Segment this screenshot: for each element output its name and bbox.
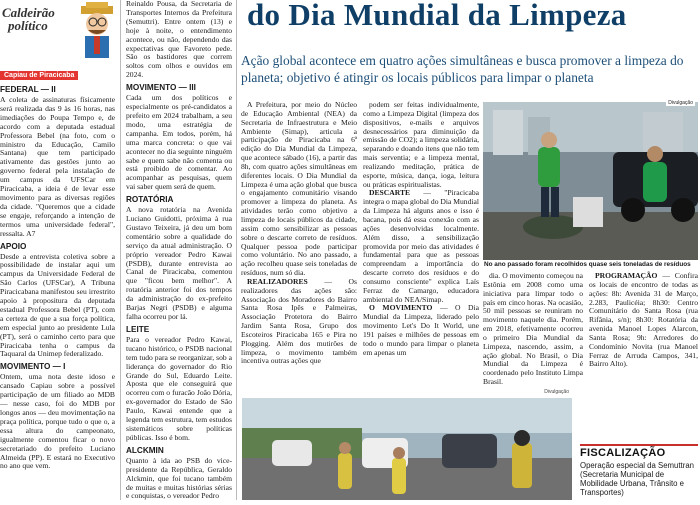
section-text: Cada um dos políticos e especialmente os pré-candidatos a prefeito em 2024 trabalham, a seu modo, uma estratégia de campanha. Em todos, porém, há uma marca concreta: o que vai acontecer no dia seguinte ninguém sabe e quem sabe não comenta ou está proibido de comentar. Ao acompanhar as pesquisas, quem vai saber quem será de quem. <box>126 93 232 192</box>
brand-line-2: político <box>8 18 48 33</box>
sidebar-text: Operação especial da Semuttran (Secretaria Municipal de Mobilidade Urbana, Trânsito e Transportes) <box>580 461 694 497</box>
article-text: podem ser feitas individualmente, como a Limpeza Digital (limpeza dos dispositivos, e-mails e arquivos desnecessários para diminuição da emissão de CO2); a limpeza solidária, separando e doando itens que não tem mais serventia; e a limpeza mental, realizando meditação, prática de esporte, música, dança, ioga, leitura ou práticas espiritualistas. <box>363 100 479 189</box>
section-text: A nova rotatória na Avenida Luciano Guidotti, próxima à rua Gustavo Teixeira, já deu um bom comentário sobre a qualidade do serviço da atual administração. O próprio vereador Pedro Kawai (PSDB), durante entrevista ao Canal de Piracicaba, comentou que "ficou bem melhor". A rotatória anterior foi dos tempos da administração do ex-prefeito Barjas Negri (PSDB) e alguma falha ocorreu por lá. <box>126 205 232 321</box>
article-paragraph <box>363 189 479 304</box>
article-paragraph <box>589 272 698 369</box>
section-heading: MOVIMENTO — III <box>126 83 196 93</box>
article-text: A Prefeitura, por meio do Núcleo de Educação Ambiental (NEA) da Secretaria de Infraestrutura e Meio Ambiente (Simap), articula a participação de Piracicaba na 6ª edição do Dia Mundial da Limpeza, que acontece sábado (16), a partir das 8h, com quatro ações simultâneas em diferentes locais. O Dia Mundial da Limpeza é uma ação global que busca o engajamento comunitário visando promover a limpeza do planeta. As atividades terão como objetivo a limpeza de locais públicos da cidade, assim como sensibilizar as pessoas sobre o descarte correto de resíduos. Qualquer pessoa pode participar como voluntário. No ano passado, a ação recolheu quase seis toneladas de resíduos, num só dia. <box>241 100 357 278</box>
section-text: A coleta de assinaturas físicamente será realizada das 9 às 16 horas, nas imediações do Poupa Tempo e, de acordo com a deputada estadual Professora Bebel (na foto, com o ministro da Educação, Camilo Santana) que tem participado ativamente das gestões junto ao governo federal pela instalação de um campus da UFSCar em Piracicaba, a ideia é de levar esse movimento para as diversas regiões da cidade. "Queremos que a cidade se engaje, reforçando a intenção de termos uma universidade federal", ressalta. A7 <box>0 95 115 238</box>
section-text: Desde a entrevista coletiva sobre a possibilidade de instalar aqui um campus da Universidade Federal de São Carlos (UFSCar), A Tribuna Piracicabana manifestou seu irrestrito apoio à propositura da deputada estadual Professora Bebel (PT), com a certeza de que a sua força política, em especial junto ao presidente Lula (PT), será o caminho certo para que Piracicaba tenha o campus da Taquaral da Unimep federalizado. <box>0 251 115 359</box>
article-section-text: — Os realizadores das ações são: Associação dos Moradores do Bairro Santa Rosa Ipês e Palmeiras, Associação Protetora do Bairro Jardim Santa Rosa, Grupo dos Escoteiros Piracicaba 165 e Pira no Plogging. Além dos mutirões de limpeza, o movimento também incentiva outras ações que <box>241 276 357 366</box>
article-section-label: DESCARTE <box>369 188 411 198</box>
middle-items <box>126 83 232 501</box>
article-headline: do Dia Mundial da Limpeza <box>247 0 627 32</box>
section-heading: APOIO <box>0 241 27 251</box>
article-column-1 <box>241 101 357 401</box>
middle-intro: Reinaldo Pousa, da Secretaria de Transportes Internos da Prefeitura (Semuttri). Entre ontem (13) e hoje à noite, o entendimento acontece, ou não, dependendo das expectativas que Favoreto pede. São os bastidores que correm soltos com olhos e ouvidos em 2024. <box>126 0 232 80</box>
article-section-label: PROGRAMAÇÃO <box>595 271 658 280</box>
article-paragraph <box>241 101 357 278</box>
traffic-photo-illustration <box>242 398 572 500</box>
article-paragraph <box>363 101 479 189</box>
cleanup-photo-illustration <box>483 102 698 260</box>
article-column-4 <box>589 272 698 396</box>
article-column-2 <box>363 101 479 401</box>
article-paragraph <box>241 278 357 366</box>
left-column-text <box>0 82 115 473</box>
section-heading: ROTATÓRIA <box>126 195 174 205</box>
traffic-photo <box>242 389 572 500</box>
section-text: Para o vereador Pedro Kawai, tucano histórico, o PSDB nacional tem tudo para se reorganizar, sob a liderança do governador do Rio Grande do Sul, Eduardo Leite. Aposta que ele conseguirá que ocorreu com o furacão João Dória, ex-governador do Estado de São Paulo, Kawai entende que a legenda tem estrutura, tem estudos sistemáticos sobre políticas públicas. Isso é bom. <box>126 334 232 442</box>
political-column <box>0 0 117 500</box>
article-column-3 <box>483 272 583 396</box>
brand-line-1: Caldeirão <box>2 5 55 20</box>
article-section-text: — "Piracicaba integra o mapa global do Dia Mundial da Limpeza há alguns anos e isso é bacana, pois dá essa conexão com as ações desenvolvidas localmente. Além disso, a sensibilização promovida por meio das atividades é fundamental para que as pessoas compreendam a importância do descarte correto dos resíduos e do consumo consciente" explica Laís Ferraz de Camargo, educadora ambiental do NEA/Simap. <box>363 188 479 304</box>
column-tag: Capiau de Piracicaba <box>0 71 78 80</box>
section-heading: LEITE <box>126 324 150 334</box>
column-logo <box>0 0 117 72</box>
cleanup-photo <box>483 102 698 260</box>
photo-caption: No ano passado foram recolhidos quase seis toneladas de resíduos <box>484 261 691 268</box>
article-paragraph <box>483 272 583 387</box>
photo-credit: Divulgação <box>668 100 693 106</box>
photo-credit: Divulgação <box>544 389 569 395</box>
article-section-text: — Confira os locais de encontro de todas as ações: 8h: Avenida 31 de Março, 2.283, Paulicéia; 8h30: Centro Comunitário do Santa Rosa (rua Rifânia, s/n); 8h30: Rotatória da avenida Manoel Lopes Alarcon, Santa Rosa; 9h: Arredores do Condomínio Novita (rua Manoel Ferraz de Arruda Campos, 341, Bairro Alto). <box>589 271 698 369</box>
political-column-continued <box>126 0 232 500</box>
article-paragraph <box>363 304 479 357</box>
column-brand <box>2 6 55 32</box>
section-text: Quanto à ida ao PSB do vice-presidente da República, Geraldo Alckmin, que foi tucano também de muitas e muitas histórias sérias e conquistas, o vereador Pedro <box>126 455 232 501</box>
column-divider <box>120 0 121 500</box>
article-section-text: — O Dia Mundial da Limpeza, liderado pelo movimento Let's Do It World, une 191 países e milhões de pessoas em todo o mundo para limpar o planeta em apenas um <box>363 303 479 357</box>
section-heading: FEDERAL — II <box>0 85 56 94</box>
section-heading: MOVIMENTO — I <box>0 362 66 372</box>
section-heading: ALCKMIN <box>126 445 164 455</box>
caricature-illustration <box>78 2 116 62</box>
sidebar-title: FISCALIZAÇÃO <box>580 447 666 459</box>
section-text: Ontem, uma nota deste idoso e cansado Capiau sobre a possível participação de um filiado ao MDB — nesse caso, foi do MDB por longos anos — deu movimentação na praça política, porque tudo o que o, a essa altura do campeonato, igualmente comentou ficar o novo secretariado do prefeito Luciano Almeida (PP). E estará no Executivo no ano que vem. <box>0 372 115 471</box>
sidebar-rule <box>580 444 698 446</box>
article-section-label: O MOVIMENTO <box>369 303 433 313</box>
article-text: dia. O movimento começou na Estônia em 2008 como uma iniciativa para limpar todo o país em cinco horas. Na ocasião, 50 mil pessoas se reuniram no movimento naquele dia. Porém, em 2018, efetivamente ocorreu o primeiro Dia Mundial da Limpeza, nascendo, assim, a ação global. No Brasil, o Dia Mundial da Limpeza é coordenado pelo Instituto Limpa Brasil. <box>483 271 583 387</box>
article-section-label: REALIZADORES <box>247 276 308 286</box>
article-subhead: Ação global acontece em quatro ações simultâneas e busca promover a limpeza do planeta; objetivo é atingir os locais públicos para limpar o planeta <box>241 53 684 85</box>
column-divider <box>236 0 237 500</box>
